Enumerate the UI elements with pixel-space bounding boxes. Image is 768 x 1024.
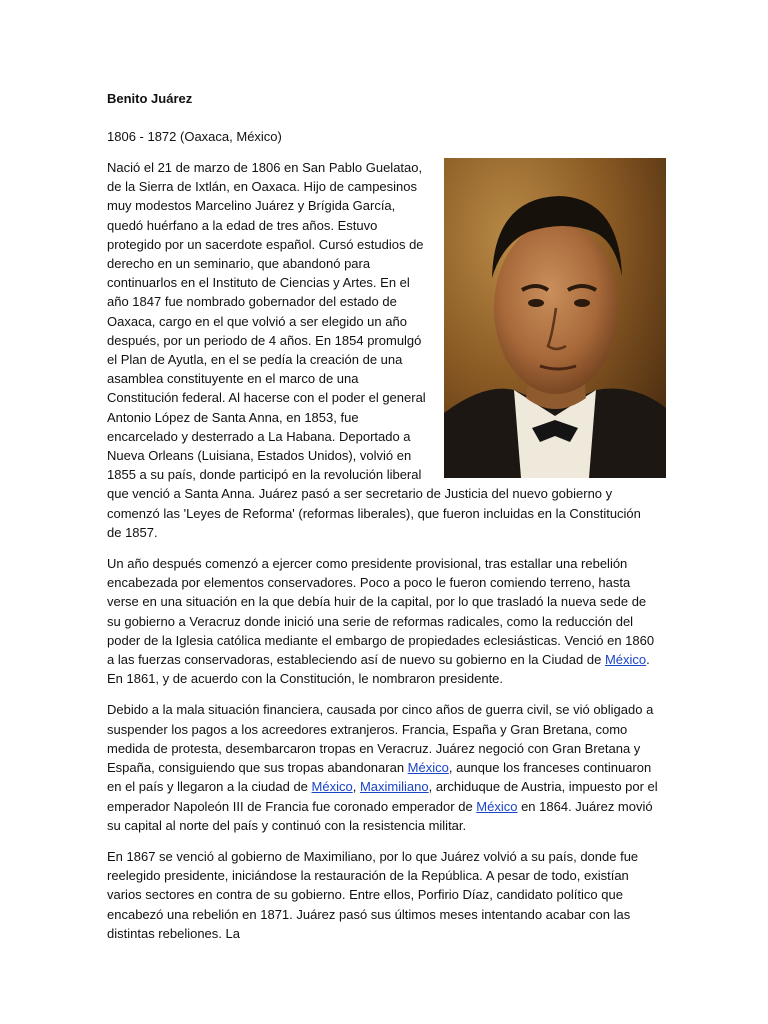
paragraph-text: . En 1861, y de acuerdo con la Constitución, le nombraron presidente. — [107, 652, 650, 687]
paragraph-text: , archiduque de Austria, impuesto por el emperador Napoleón III de Francia fue coronado emperador de — [107, 779, 658, 814]
paragraph-french-intervention — [107, 700, 658, 834]
link-mexico[interactable]: México — [604, 652, 647, 668]
link-maximiliano[interactable]: Maximiliano — [359, 779, 429, 795]
paragraph-text: , aunque los franceses continuaron en el país y llegaron a la ciudad de — [107, 760, 652, 795]
link-mexico[interactable]: México — [476, 798, 518, 814]
paragraph-text: Debido a la mala situación financiera, causada por cinco años de guerra civil, se vió obligado a suspender los pagos a los acreedores extranjeros. Francia, España y Gran Bretana, como medida de protesta, desembarcaron tropas en Veracruz. Juárez negoció con Gran Bretana y España, consiguiendo que sus tropas abandonaran — [107, 702, 654, 776]
paragraph-text: , — [352, 779, 360, 795]
link-mexico[interactable]: México — [311, 779, 353, 795]
link-mexico[interactable]: México — [407, 760, 449, 776]
paragraph-text: en 1864. Juárez movió su capital al norte del país y continuó con la resistencia militar. — [107, 798, 653, 833]
paragraph-text: Un año después comenzó a ejercer como presidente provisional, tras estallar una rebelión encabezada por elementos conservadores. Poco a poco le fueron comiendo terreno, hasta verse en una situación en la que debía huir de la capital, por lo que trasladó la nueva sede de su gobierno a Veracruz donde inició una serie de reformas radicales, como la reducción del poder de la Iglesia católica mediante el embargo de propiedades eclesiásticas. Venció en 1860 a las fuerzas conservadoras, estableciendo así de nuevo su gobierno en la Ciudad de — [107, 556, 655, 668]
paragraph-early-life: Nació el 21 de marzo de 1806 en San Pablo Guelatao, de la Sierra de Ixtlán, en Oaxaca. Hijo de campesinos muy modestos Marcelino Juárez y Brígida García, quedó huérfano a la edad de tres años. Estuvo protegido por un sacerdote español. Cursó estudios de derecho en un seminario, que abandonó para continuarlos en el Instituto de Ciencias y Artes. En el año 1847 fue nombrado gobernador del estado de Oaxaca, cargo en el que volvió a ser elegido un año después, por un periodo de 4 años. En 1854 promulgó el Plan de Ayutla, en el se pedía la creación de una asamblea constituyente en el marco de una Constitución federal. Al hacerse con el poder el general Antonio López de Santa Anna, en 1853, fue encarcelado y desterrado a La Habana. Deportado a Nueva Orleans (Luisiana, Estados Unidos), volvió en 1855 a su país, donde participó en la revolución liberal que venció a Santa Anna. Juárez pasó a ser secretario de Justicia del nuevo gobierno y comenzó las 'Leyes de Reforma' (reformas liberales), que fueron incluidas en la Constitución de 1857. — [107, 160, 641, 540]
portrait-drawing — [444, 158, 666, 478]
document-dates: 1806 - 1872 (Oaxaca, México) — [107, 129, 282, 144]
portrait-image — [444, 158, 666, 478]
document-title: Benito Juárez — [107, 91, 193, 106]
paragraph-restoration: En 1867 se venció al gobierno de Maximiliano, por lo que Juárez volvió a su país, donde fue reelegido presidente, iniciándose la restauración de la República. A pesar de todo, existían varios sectores en contra de su gobierno. Entre ellos, Porfirio Díaz, candidato político que encabezó una rebelión en 1871. Juárez pasó sus últimos meses intentando acabar con las distintas rebeliones. La — [107, 848, 639, 941]
paragraph-presidency — [107, 554, 658, 688]
